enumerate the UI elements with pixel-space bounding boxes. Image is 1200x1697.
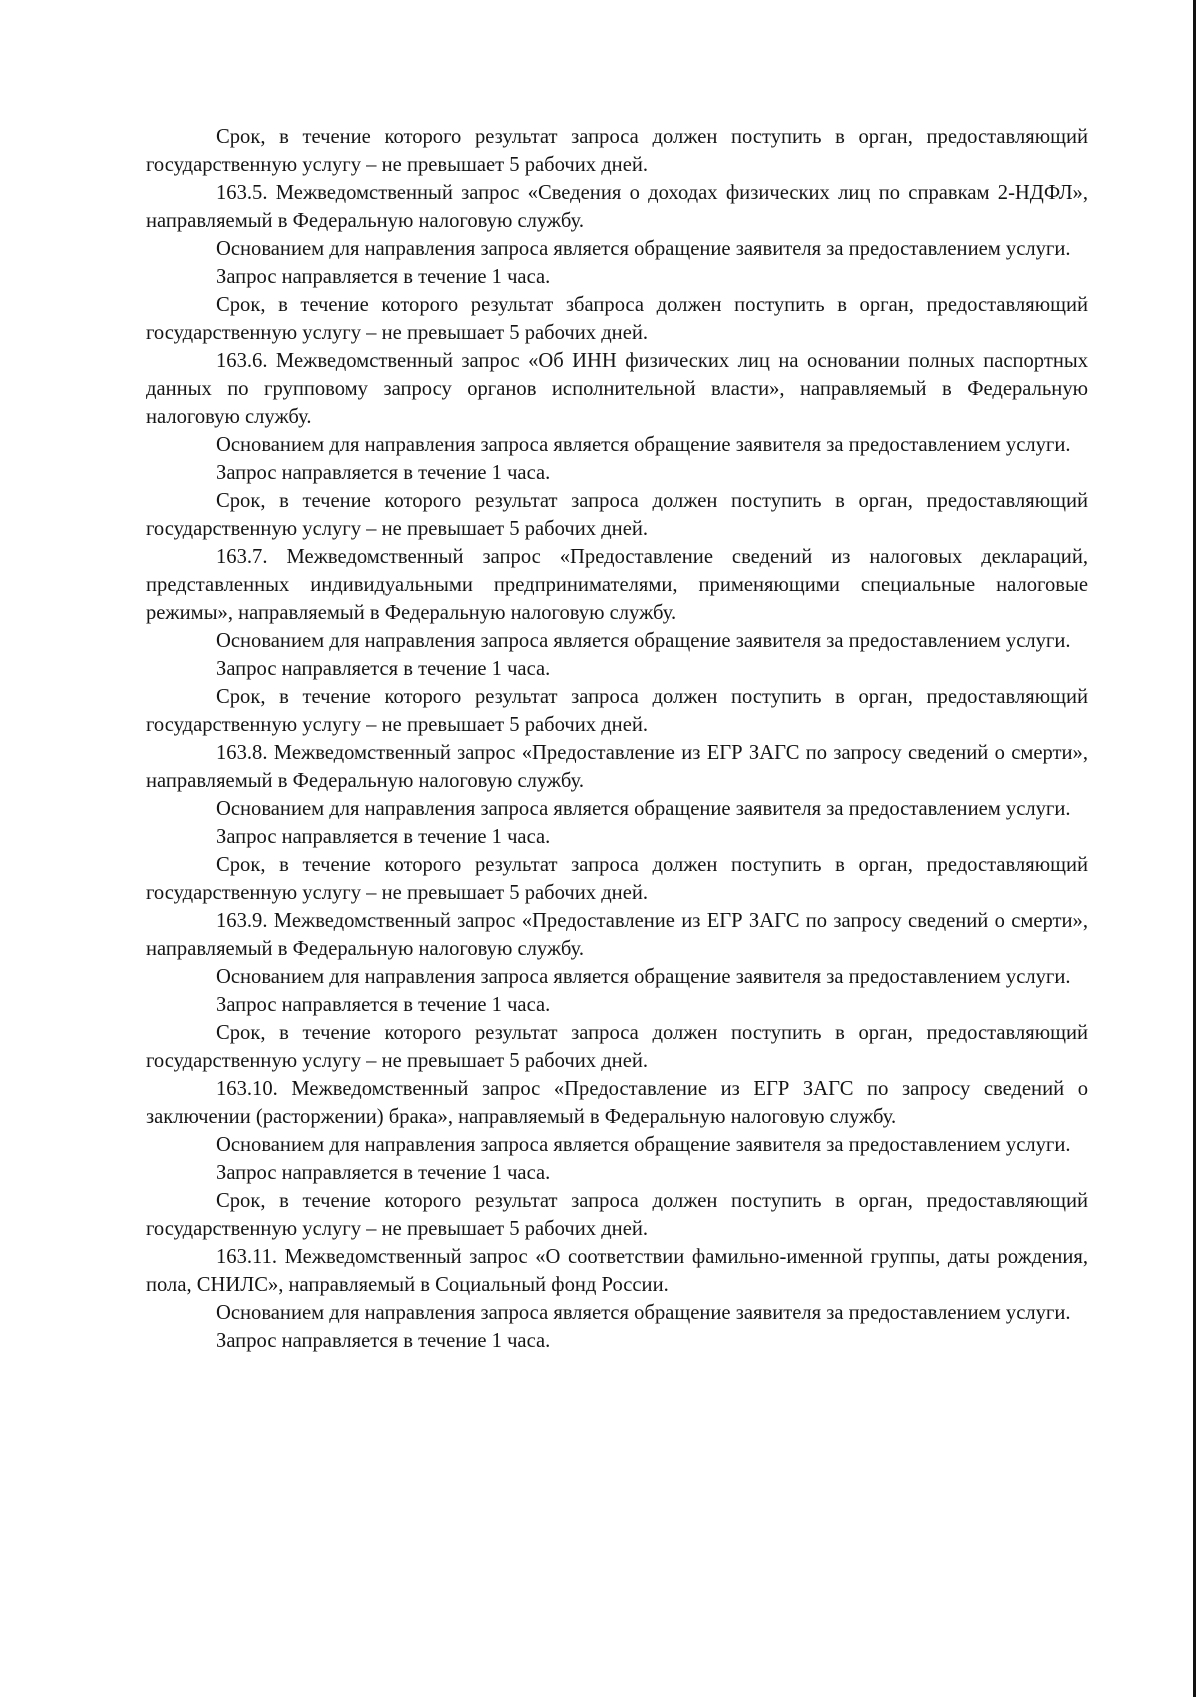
paragraph-send-time: Запрос направляется в течение 1 часа. bbox=[216, 1162, 551, 1184]
paragraph-request-163-5: 163.5. Межведомственный запрос «Сведения о доходах физических лиц по справкам 2-НДФЛ», направляемый в Федеральную налоговую службу. bbox=[146, 182, 1088, 232]
paragraph-request-163-8: 163.8. Межведомственный запрос «Предоставление из ЕГР ЗАГС по запросу сведений о смерти», направляемый в Федеральную налоговую службу. bbox=[146, 742, 1088, 792]
paragraph-deadline: Срок, в течение которого результат запроса должен поступить в орган, предоставляющий государственную услугу – не превышает 5 рабочих дней. bbox=[146, 854, 1088, 904]
paragraph-basis: Основанием для направления запроса является обращение заявителя за предоставлением услуги. bbox=[216, 966, 1071, 988]
paragraph-request-163-7: 163.7. Межведомственный запрос «Предоставление сведений из налоговых деклараций, представленных индивидуальными предпринимателями, применяющими специальные налоговые режимы», направляемый в Федеральную налоговую службу. bbox=[146, 546, 1088, 624]
paragraph-deadline: Срок, в течение которого результат збапроса должен поступить в орган, предоставляющий государственную услугу – не превышает 5 рабочих дней. bbox=[146, 294, 1088, 344]
paragraph-deadline: Срок, в течение которого результат запроса должен поступить в орган, предоставляющий государственную услугу – не превышает 5 рабочих дней. bbox=[146, 1022, 1088, 1072]
paragraph-basis: Основанием для направления запроса является обращение заявителя за предоставлением услуги. bbox=[216, 238, 1071, 260]
paragraph-basis: Основанием для направления запроса является обращение заявителя за предоставлением услуги. bbox=[216, 434, 1071, 456]
paragraph-request-163-9: 163.9. Межведомственный запрос «Предоставление из ЕГР ЗАГС по запросу сведений о смерти», направляемый в Федеральную налоговую службу. bbox=[146, 910, 1088, 960]
paragraph-request-163-6: 163.6. Межведомственный запрос «Об ИНН физических лиц на основании полных паспортных данных по групповому запросу органов исполнительной власти», направляемый в Федеральную налоговую службу. bbox=[146, 350, 1088, 428]
paragraph-deadline: Срок, в течение которого результат запроса должен поступить в орган, предоставляющий государственную услугу – не превышает 5 рабочих дней. bbox=[146, 490, 1088, 540]
paragraph-basis: Основанием для направления запроса является обращение заявителя за предоставлением услуги. bbox=[216, 798, 1071, 820]
paragraph-basis: Основанием для направления запроса является обращение заявителя за предоставлением услуги. bbox=[216, 630, 1071, 652]
paragraph-send-time: Запрос направляется в течение 1 часа. bbox=[216, 826, 551, 848]
paragraph-request-163-10: 163.10. Межведомственный запрос «Предоставление из ЕГР ЗАГС по запросу сведений о заключении (расторжении) брака», направляемый в Федеральную налоговую службу. bbox=[146, 1078, 1088, 1128]
paragraph-send-time: Запрос направляется в течение 1 часа. bbox=[216, 266, 551, 288]
paragraph-send-time: Запрос направляется в течение 1 часа. bbox=[216, 658, 551, 680]
document-body bbox=[146, 123, 1088, 1355]
paragraph-basis: Основанием для направления запроса является обращение заявителя за предоставлением услуги. bbox=[216, 1302, 1071, 1324]
paragraph-deadline: Срок, в течение которого результат запроса должен поступить в орган, предоставляющий государственную услугу – не превышает 5 рабочих дней. bbox=[146, 1190, 1088, 1240]
paragraph-deadline: Срок, в течение которого результат запроса должен поступить в орган, предоставляющий государственную услугу – не превышает 5 рабочих дней. bbox=[146, 126, 1088, 176]
paragraph-basis: Основанием для направления запроса является обращение заявителя за предоставлением услуги. bbox=[216, 1134, 1071, 1156]
scan-edge-line bbox=[1193, 0, 1196, 1697]
paragraph-deadline: Срок, в течение которого результат запроса должен поступить в орган, предоставляющий государственную услугу – не превышает 5 рабочих дней. bbox=[146, 686, 1088, 736]
paragraph-send-time: Запрос направляется в течение 1 часа. bbox=[216, 1330, 551, 1352]
paragraph-send-time: Запрос направляется в течение 1 часа. bbox=[216, 994, 551, 1016]
paragraph-send-time: Запрос направляется в течение 1 часа. bbox=[216, 462, 551, 484]
paragraph-request-163-11: 163.11. Межведомственный запрос «О соответствии фамильно-именной группы, даты рождения, пола, СНИЛС», направляемый в Социальный фонд России. bbox=[146, 1246, 1088, 1296]
